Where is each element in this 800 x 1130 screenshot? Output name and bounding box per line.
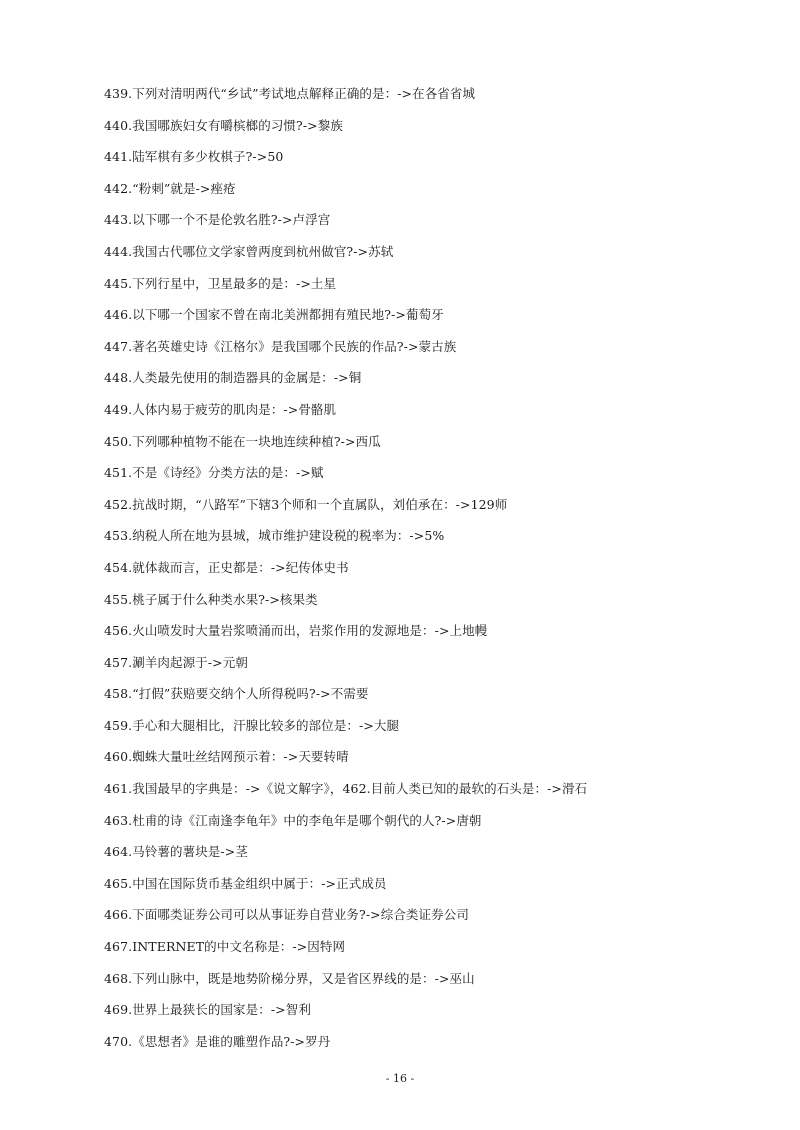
qa-item-442: 442.“粉刺”就是->痤疮 bbox=[104, 180, 236, 196]
qa-item-446: 446.以下哪一个国家不曾在南北美洲都拥有殖民地?->葡萄牙 bbox=[104, 307, 444, 323]
qa-item-467: 467.INTERNET的中文名称是：->因特网 bbox=[104, 939, 346, 955]
qa-item-469: 469.世界上最狭长的国家是：->智利 bbox=[104, 1002, 311, 1018]
qa-item-470: 470.《思想者》是谁的雕塑作品?->罗丹 bbox=[104, 1033, 331, 1049]
question-answer-list bbox=[104, 82, 744, 1061]
qa-item-447: 447.著名英雄史诗《江格尔》是我国哪个民族的作品?->蒙古族 bbox=[104, 338, 457, 354]
qa-item-456: 456.火山喷发时大量岩浆喷涌而出，岩浆作用的发源地是：->上地幔 bbox=[104, 623, 488, 639]
page-number: - 16 - bbox=[385, 1072, 415, 1085]
qa-item-464: 464.马铃薯的薯块是->茎 bbox=[104, 844, 248, 860]
qa-item-460: 460.蜘蛛大量吐丝结网预示着：->天要转晴 bbox=[104, 749, 349, 765]
qa-item-444: 444.我国古代哪位文学家曾两度到杭州做官?->苏轼 bbox=[104, 243, 394, 259]
qa-item-458: 458.“打假”获赔要交纳个人所得税吗?->不需要 bbox=[104, 686, 369, 702]
qa-item-440: 440.我国哪族妇女有嚼槟榔的习惯?->黎族 bbox=[104, 117, 343, 133]
qa-item-466: 466.下面哪类证券公司可以从事证券自营业务?->综合类证券公司 bbox=[104, 907, 469, 923]
qa-item-457: 457.涮羊肉起源于->元朝 bbox=[104, 654, 248, 670]
qa-item-463: 463.杜甫的诗《江南逢李龟年》中的李龟年是哪个朝代的人?->唐朝 bbox=[104, 812, 482, 828]
qa-item-465: 465.中国在国际货币基金组织中属于：->正式成员 bbox=[104, 875, 387, 891]
qa-item-459: 459.手心和大腿相比，汗腺比较多的部位是：->大腿 bbox=[104, 717, 400, 733]
qa-item-451: 451.不是《诗经》分类方法的是：->赋 bbox=[104, 465, 324, 481]
qa-item-439: 439.下列对清明两代“乡试”考试地点解释正确的是：->在各省省城 bbox=[104, 86, 476, 101]
qa-item-445: 445.下列行星中，卫星最多的是：->土星 bbox=[104, 275, 337, 291]
qa-item-443: 443.以下哪一个不是伦敦名胜?->卢浮宫 bbox=[104, 212, 331, 228]
qa-item-450: 450.下列哪种植物不能在一块地连续种植?->西瓜 bbox=[104, 433, 381, 449]
qa-item-449: 449.人体内易于疲劳的肌肉是：->骨骼肌 bbox=[104, 401, 337, 417]
qa-item-461: 461.我国最早的字典是：->《说文解字》，462.目前人类已知的最软的石头是：->滑石 bbox=[104, 781, 588, 797]
qa-item-455: 455.桃子属于什么种类水果?->核果类 bbox=[104, 591, 318, 607]
qa-item-441: 441.陆军棋有多少枚棋子?->50 bbox=[104, 149, 284, 165]
qa-item-448: 448.人类最先使用的制造器具的金属是：->铜 bbox=[104, 370, 362, 386]
qa-item-452: 452.抗战时期，“八路军”下辖3个师和一个直属队，刘伯承在：->129师 bbox=[104, 496, 508, 512]
qa-item-468: 468.下列山脉中，既是地势阶梯分界，又是省区界线的是：->巫山 bbox=[104, 970, 475, 986]
qa-item-453: 453.纳税人所在地为县城，城市维护建设税的税率为：->5% bbox=[104, 528, 445, 544]
qa-item-454: 454.就体裁而言，正史都是：->纪传体史书 bbox=[104, 559, 349, 575]
